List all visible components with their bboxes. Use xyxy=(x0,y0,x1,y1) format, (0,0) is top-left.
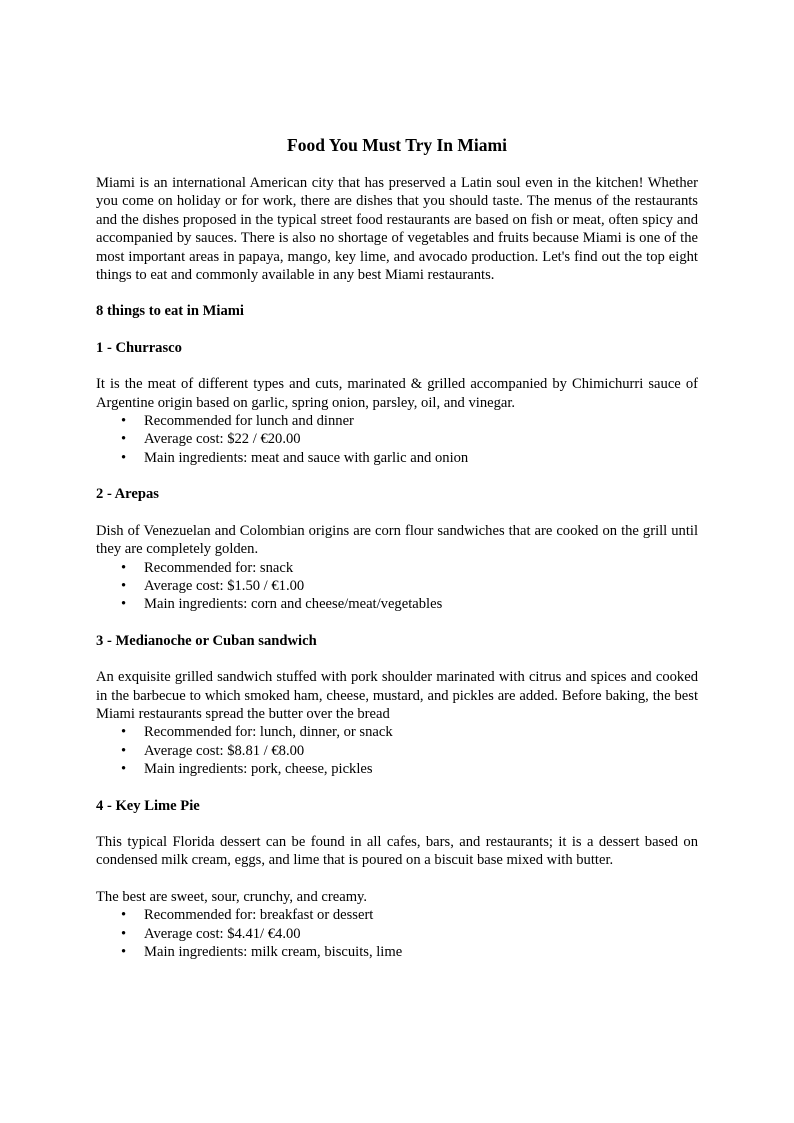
list-item: • Average cost: $22 / €20.00 xyxy=(144,430,698,448)
bullet-list xyxy=(96,559,698,614)
section-heading: 4 - Key Lime Pie xyxy=(96,797,200,814)
list-item: • Average cost: $1.50 / €1.00 xyxy=(144,577,698,595)
section-churrasco xyxy=(96,339,698,467)
list-item: • Main ingredients: meat and sauce with garlic and onion xyxy=(144,449,698,467)
list-item: • Recommended for: lunch, dinner, or snack xyxy=(144,723,698,741)
section-body: An exquisite grilled sandwich stuffed with pork shoulder marinated with citrus and spices and cooked in the barbecue to which smoked ham, cheese, mustard, and pickles are added. Before baking, the best Miami restaurants spread the butter over the bread xyxy=(96,669,698,722)
list-item: • Recommended for: breakfast or dessert xyxy=(144,906,698,924)
list-item: • Recommended for lunch and dinner xyxy=(144,412,698,430)
section-heading: 1 - Churrasco xyxy=(96,339,182,356)
list-item: • Average cost: $8.81 / €8.00 xyxy=(144,742,698,760)
document-page xyxy=(96,134,698,979)
section-medianoche xyxy=(96,632,698,779)
list-item: • Main ingredients: milk cream, biscuits, lime xyxy=(144,943,698,961)
section-body: Dish of Venezuelan and Colombian origins are corn flour sandwiches that are cooked on the grill until they are completely golden. xyxy=(96,522,698,558)
intro-paragraph: Miami is an international American city that has preserved a Latin soul even in the kitchen! Whether you come on holiday or for work, there are dishes that you should taste. The menus of the restaurants and the dishes proposed in the typical street food restaurants are based on fish or meat, often spicy and accompanied by sauces. There is also no shortage of vegetables and fruits because Miami is one of the most important areas in papaya, mango, key lime, and avocado production. Let's find out the top eight things to eat and commonly available in any best Miami restaurants. xyxy=(96,175,698,284)
section-arepas xyxy=(96,485,698,613)
list-subheading: 8 things to eat in Miami xyxy=(96,303,244,320)
bullet-list xyxy=(96,412,698,467)
section-body: This typical Florida dessert can be found in all cafes, bars, and restaurants; it is a dessert based on condensed milk cream, eggs, and lime that is poured on a biscuit base mixed with butter. xyxy=(96,833,698,869)
section-body-second: The best are sweet, sour, crunchy, and creamy. xyxy=(96,888,368,905)
section-body: It is the meat of different types and cuts, marinated & grilled accompanied by Chimichurri sauce of Argentine origin based on garlic, spring onion, parsley, oil, and vinegar. xyxy=(96,376,698,411)
section-heading: 3 - Medianoche or Cuban sandwich xyxy=(96,632,317,649)
list-item: • Average cost: $4.41/ €4.00 xyxy=(144,925,698,943)
section-key-lime-pie xyxy=(96,797,698,962)
list-item: • Recommended for: snack xyxy=(144,559,698,577)
section-heading: 2 - Arepas xyxy=(96,486,159,503)
list-item: • Main ingredients: pork, cheese, pickles xyxy=(144,760,698,778)
bullet-list xyxy=(96,906,698,961)
list-item: • Main ingredients: corn and cheese/meat/vegetables xyxy=(144,595,698,613)
bullet-list xyxy=(96,723,698,778)
page-title: Food You Must Try In Miami xyxy=(287,135,507,155)
